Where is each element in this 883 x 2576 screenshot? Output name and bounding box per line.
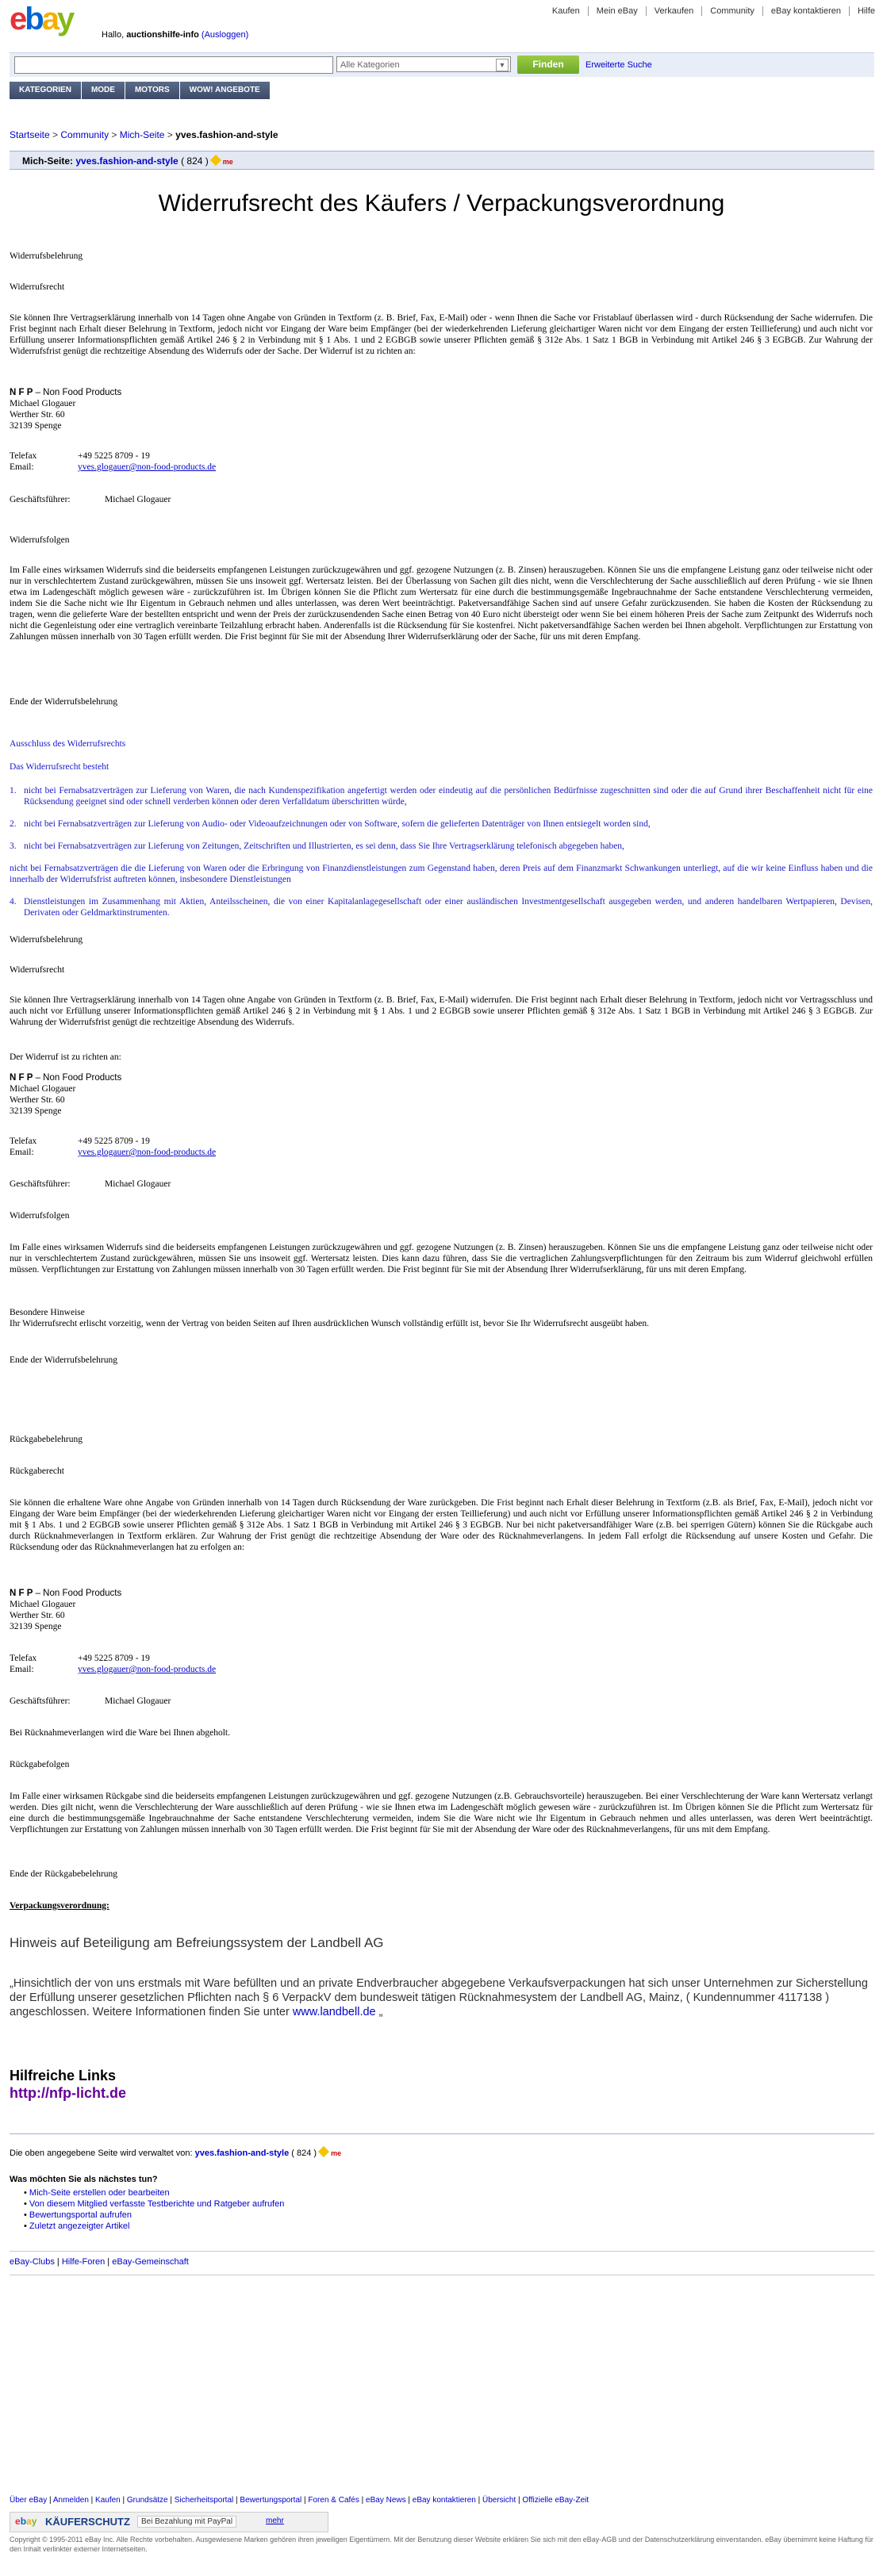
list-item: • Bewertungsportal aufrufen xyxy=(24,2210,132,2220)
list-item: • Von diesem Mitglied verfasste Testberichte und Ratgeber aufrufen xyxy=(24,2199,285,2209)
crumb-startseite[interactable]: Startseite xyxy=(10,129,50,140)
nfp-bold: N F P xyxy=(10,1589,33,1598)
footer-link[interactable]: Über eBay xyxy=(10,2496,48,2505)
paragraph-landbell xyxy=(10,1976,873,2019)
page-title: Widerrufsrecht des Käufers / Verpackungsverordnung xyxy=(158,190,725,217)
list-number: 4. xyxy=(10,897,17,907)
list-item xyxy=(10,896,873,918)
address-line-2: Werther Str. 60 xyxy=(10,410,65,420)
list-item: • Zuletzt angezeigter Artikel xyxy=(24,2221,130,2231)
gf-value: Michael Glogauer xyxy=(105,1696,171,1706)
email-row xyxy=(10,1147,873,1158)
star-icon xyxy=(210,155,221,166)
cat-motors[interactable]: MOTORS xyxy=(125,82,180,99)
list-item: • Mich-Seite erstellen oder bearbeiten xyxy=(24,2188,170,2198)
managed-by xyxy=(10,2148,341,2158)
footer-link[interactable]: Offizielle eBay-Zeit xyxy=(522,2496,589,2505)
footer-link[interactable]: Grundsätze xyxy=(126,2496,168,2505)
category-select[interactable] xyxy=(336,56,511,72)
heading-hilfreiche-links: Hilfreiche Links xyxy=(10,2068,117,2083)
crumb-current: yves.fashion-and-style xyxy=(175,129,278,140)
managed-user-link[interactable]: yves.fashion-and-style xyxy=(194,2149,290,2158)
nfp-rest: – Non Food Products xyxy=(33,1073,122,1083)
telefax-value: +49 5225 8709 - 19 xyxy=(78,1654,150,1663)
heading-rueckgaberecht: Rückgaberecht xyxy=(10,1466,64,1476)
footer-link[interactable]: eBay kontaktieren xyxy=(412,2496,476,2505)
telefax-row xyxy=(10,1136,873,1147)
next-title: Was möchten Sie als nächstes tun? xyxy=(10,2175,158,2184)
email-row xyxy=(10,462,873,473)
kauf-brand: KÄUFERSCHUTZ xyxy=(45,2516,130,2528)
telefax-label: Telefax xyxy=(10,451,37,461)
landbell-end: „ xyxy=(375,2006,383,2018)
address-line-3: 32139 Spenge xyxy=(10,421,62,431)
managed-count[interactable]: ( 824 ) xyxy=(291,2149,317,2158)
footer-link[interactable]: Anmelden xyxy=(52,2496,89,2505)
gf-label: Geschäftsführer: xyxy=(10,1696,71,1706)
chevron-down-icon: ▼ xyxy=(496,59,509,71)
feedback-count[interactable]: ( 824 ) xyxy=(181,155,209,167)
address-line-3: 32139 Spenge xyxy=(10,1622,62,1631)
hinweis-landbell: Hinweis auf Beteiligung am Befreiungssystem der Landbell AG xyxy=(10,1935,384,1950)
gf-row xyxy=(10,1179,873,1190)
list-text: nicht bei Fernabsatzverträgen zur Lieferung von Waren, die nach Kundenspezifikation angefertigt werden oder eindeutig auf die persönlichen Bedürfnisse zugeschnitten sind oder die auf Grund ihrer Beschaffenheit nicht für eine Rücksendung geeignet sind oder schnell verderben können oder deren Verfalldatum überschritten würde, xyxy=(24,786,873,807)
telefax-row xyxy=(10,1653,873,1664)
heading-rueckgabebelehrung: Rückgabebelehrung xyxy=(10,1435,83,1444)
me-badge: me xyxy=(331,2149,342,2157)
kaeuferschutz-banner[interactable] xyxy=(10,2512,328,2532)
telefax-label: Telefax xyxy=(10,1654,37,1663)
ebay-logo[interactable]: ebay xyxy=(10,2,73,36)
next-item-link[interactable]: Zuletzt angezeigter Artikel xyxy=(29,2221,130,2231)
cat-mode[interactable]: MODE xyxy=(82,82,125,99)
clubs-links: eBay-Clubs | Hilfe-Foren | eBay-Gemeinschaft xyxy=(10,2257,189,2267)
telefax-value: +49 5225 8709 - 19 xyxy=(78,451,150,461)
category-bar xyxy=(10,82,271,99)
nav-kaufen[interactable]: Kaufen xyxy=(551,6,580,16)
company-name-2 xyxy=(10,1072,873,1083)
list-number: 3. xyxy=(10,841,17,851)
nfp-rest: – Non Food Products xyxy=(33,1589,122,1598)
hilfreiche-link[interactable]: http://nfp-licht.de xyxy=(10,2085,126,2101)
breadcrumb: Startseite > Community > Mich-Seite > yves.fashion-and-style xyxy=(10,129,278,140)
richten-an: Der Widerruf ist zu richten an: xyxy=(10,1052,121,1062)
search-input[interactable] xyxy=(14,56,333,74)
heading-widerrufsfolgen: Widerrufsfolgen xyxy=(10,535,70,545)
list-number: 2. xyxy=(10,819,17,829)
mich-user-link[interactable]: yves.fashion-and-style xyxy=(75,155,179,167)
company-name-3 xyxy=(10,1588,873,1599)
footer-link[interactable]: Übersicht xyxy=(482,2496,516,2505)
search-bar xyxy=(10,52,874,77)
email-link[interactable]: yves.glogauer@non-food-products.de xyxy=(78,462,217,472)
heading-widerrufsrecht-2: Widerrufsrecht xyxy=(10,965,65,975)
top-nav xyxy=(544,0,883,22)
telefax-label: Telefax xyxy=(10,1137,37,1146)
gf-value: Michael Glogauer xyxy=(105,1179,171,1189)
crumb-community[interactable]: Community xyxy=(60,129,109,140)
greeting-user: auctionshilfe-info xyxy=(126,30,199,40)
heading-rueckgabefolgen: Rückgabefolgen xyxy=(10,1760,70,1769)
list-item-continued: nicht bei Fernabsatzverträgen die die Lieferung von Waren oder die Erbringung von Finanzdienstleistungen zum Gegenstand haben, deren Preis auf dem Finanzmarkt Schwankungen unterliegt, auf die wir keine Einfluss haben und die innerhalb der Widerrufsfrist auftreten können, insbesondere Dienstleistungen xyxy=(10,864,873,884)
heading-ausschluss: Ausschluss des Widerrufsrechts xyxy=(10,739,126,749)
mich-label: Mich-Seite: xyxy=(22,155,76,167)
me-badge: me xyxy=(222,158,233,166)
copyright: Copyright © 1995-2011 eBay Inc. Alle Rechte vorbehalten. Ausgewiesene Marken gehören ihren jeweiligen Eigentümern. Mit der Benutzung dieser Website erklären Sie sich mit den eBay-AGB und der Datenschutzerklärung einverstanden. eBay übernimmt keine Haftung für den Inhalt verlinkter externer Internetseiten. xyxy=(10,2536,873,2553)
heading-widerrufsfolgen-2: Widerrufsfolgen xyxy=(10,1211,70,1221)
footer-link[interactable]: Sicherheitsportal xyxy=(174,2496,234,2505)
cat-kategorien[interactable]: KATEGORIEN xyxy=(10,82,82,99)
address-line-1: Michael Glogauer xyxy=(10,1600,76,1609)
next-list xyxy=(24,2187,284,2232)
kauf-paypal: Bei Bezahlung mit PayPal xyxy=(137,2516,236,2528)
end-widerrufsbelehrung-2: Ende der Widerrufsbelehrung xyxy=(10,1355,117,1365)
email-row xyxy=(10,1664,873,1675)
paragraph-rueckgaberecht: Sie können die erhaltene Ware ohne Angabe von Gründen innerhalb von 14 Tagen durch Rücksendung der Ware zurückgeben. Die Frist beginnt nach Erhalt dieser Belehrung in Textform (z.B. als Brief, Fax, E-Mail), jedoch nicht vor Eingang der Ware beim Empfänger (bei der wiederkehrenden Lieferung gleichartiger Waren nicht vor Eingang der ersten Teillieferung) und auch nicht vor Erfüllung unserer Informationspflichten gemäß Artikel 246 § 2 in Verbindung mit § 1 Abs. 1 und 2 EGBGB sowie unserer Pflichten gemäß § 312e Abs. 1 Satz 1 BGB in Verbindung mit Artikel 246 § 3 EGBGB. Nur bei nicht paketversandfähiger Ware (z.B. bei sperrigen Gütern) können Sie die Rückgabe auch durch Rücknahmeverlangen in Textform erklären. Zur Wahrung der Frist genügt die rechtzeitige Absendung der Ware oder des Rücknahmeverlangens. In jedem Fall erfolgt die Rücksendung auf unsere Kosten und Gefahr. Die Rücksendung oder das Rücknahmeverlangen hat zu erfolgen an: xyxy=(10,1498,873,1552)
gf-label: Geschäftsführer: xyxy=(10,1179,71,1189)
telefax-row xyxy=(10,450,873,462)
kauf-logo-icon: ebay xyxy=(15,2516,37,2527)
greeting-prefix: Hallo, xyxy=(102,30,127,40)
list-item xyxy=(10,841,873,852)
email-link[interactable]: yves.glogauer@non-food-products.de xyxy=(78,1665,217,1674)
nav-hilfe[interactable]: Hilfe xyxy=(849,6,883,16)
paragraph-widerrufsrecht: Sie können Ihre Vertragserklärung innerhalb von 14 Tagen ohne Angabe von Gründen in Textform (z. B. Brief, Fax, E-Mail) oder - wenn Ihnen die Sache vor Fristablauf überlassen wird - durch Rücksendung der Sache widerrufen. Die Frist beginnt nach Erhalt dieser Belehrung in Textform, jedoch nicht vor Eingang der Ware beim Empfänger (bei der wiederkehrenden Lieferung gleichartiger Waren nicht vor dem Eingang der ersten Teillieferung) und auch nicht vor Erfüllung unserer Informationspflichten gemäß Artikel 246 § 2 in Verbindung mit § 1 Abs. 1 und 2 EGBGB sowie unserer Pflichten gemäß § 312e Abs. 1 Satz 1 BGB in Verbindung mit Artikel 246 § 3 EGBGB. Zur Wahrung der Widerrufsfrist genügt die rechtzeitige Absendung des Widerrufs oder der Sache. Der Widerruf ist zu richten an: xyxy=(10,313,873,356)
footer-link[interactable]: Bewertungsportal xyxy=(240,2496,302,2505)
heading-besondere-hinweise: Besondere Hinweise xyxy=(10,1308,85,1317)
footer-link[interactable]: eBay News xyxy=(366,2496,406,2505)
address-line-1: Michael Glogauer xyxy=(10,399,76,408)
list-item xyxy=(10,785,873,807)
nav-mein-ebay[interactable]: Mein eBay xyxy=(588,6,646,16)
divider xyxy=(10,2251,874,2252)
nfp-bold: N F P xyxy=(10,388,33,397)
end-rueckgabebelehrung: Ende der Rückgabebelehrung xyxy=(10,1869,118,1879)
heading-widerrufsbelehrung-2: Widerrufsbelehrung xyxy=(10,935,83,945)
mich-seite-bar xyxy=(10,151,874,170)
club-link[interactable]: Hilfe-Foren xyxy=(61,2257,106,2267)
email-link[interactable]: yves.glogauer@non-food-products.de xyxy=(78,1148,217,1157)
paragraph-widerrufsfolgen-2: Im Falle eines wirksamen Widerrufs sind die beiderseits empfangenen Leistungen zurückzugewähren und ggf. gezogene Nutzungen (z. B. Zinsen) herauszugeben. Können Sie uns die empfangene Leistung ganz oder teilweise nicht oder nur in verschlechtertem Zustand zurückgewähren, müssen Sie uns insoweit ggf. Wertersatz leisten. Dies kann dazu führen, dass Sie die vertraglichen Zahlungsverpflichtungen für den Zeitraum bis zum Widerruf gleichwohl erfüllen müssen. Verpflichtungen zur Erstattung von Zahlungen müssen innerhalb von 30 Tagen erfüllt werden. Die Frist beginnt für Sie mit der Absendung Ihrer Widerrufserklärung, für uns mit deren Empfang. xyxy=(10,1243,873,1275)
landbell-text: „Hinsichtlich der von uns erstmals mit Ware befüllten und an private Endverbraucher abgegebene Verkaufsverpackungen hat sich unser Unternehmen zur Sicherstellung der Erfüllung unserer gesetzlichen Pflichten nach § 6 VerpackV dem bundesweit tätigen Rücknahmesystem der Landbell AG, Mainz, ( Kundennummer 4117138 ) angeschlossen. Weitere Informationen finden Sie unter xyxy=(10,1977,868,2018)
managed-prefix: Die oben angegebene Seite wird verwaltet von: xyxy=(10,2149,195,2158)
list-text: nicht bei Fernabsatzverträgen zur Lieferung von Zeitungen, Zeitschriften und Illustrierten, es sei denn, dass Sie Ihre Vertragserklärung telefonisch abgegeben haben, xyxy=(24,841,624,851)
email-label: Email: xyxy=(10,1148,34,1157)
club-link[interactable]: eBay-Clubs xyxy=(10,2257,55,2267)
nav-community[interactable]: Community xyxy=(701,6,762,16)
category-select-value: Alle Kategorien xyxy=(340,60,400,70)
nav-verkaufen[interactable]: Verkaufen xyxy=(646,6,702,16)
heading-widerrufsbelehrung: Widerrufsbelehrung xyxy=(10,251,83,261)
list-item xyxy=(10,818,873,830)
advanced-search-link[interactable]: Erweiterte Suche xyxy=(585,60,652,70)
address-line-2: Werther Str. 60 xyxy=(10,1611,65,1620)
address-line-3: 32139 Spenge xyxy=(10,1106,62,1116)
gf-row xyxy=(10,1696,873,1707)
end-widerrufsbelehrung: Ende der Widerrufsbelehrung xyxy=(10,697,117,707)
heading-verpackungsverordnung: Verpackungsverordnung: xyxy=(10,1901,109,1911)
nfp-bold: N F P xyxy=(10,1073,33,1083)
list-number: 1. xyxy=(10,786,17,795)
paragraph-widerrufsrecht-2: Sie können Ihre Vertragserklärung innerhalb von 14 Tagen ohne Angabe von Gründen in Textform (z. B. Brief, Fax, E-Mail) widerrufen. Die Frist beginnt nach Erhalt dieser Belehrung in Textform, jedoch nicht vor Vertragsschluss und auch nicht vor Erfüllung unserer Informationspflichten gemäß Artikel 246 § 2 in Verbindung mit § 1 Abs. 1 und 2 EGBGB sowie unserer Pflichten gemäß § 312e Abs. 1 Satz 1 BGB in Verbindung mit Artikel 246 § 3 EGBGB. Zur Wahrung der Widerrufsfrist genügt die rechtzeitige Absendung des Widerrufs. xyxy=(10,995,873,1027)
next-item-link[interactable]: Mich-Seite erstellen oder bearbeiten xyxy=(29,2188,170,2198)
heading-widerrufsrecht: Widerrufsrecht xyxy=(10,282,65,292)
landbell-link[interactable]: www.landbell.de xyxy=(292,2006,376,2018)
star-icon xyxy=(318,2146,329,2157)
kauf-more-link[interactable]: mehr xyxy=(266,2517,284,2525)
next-item-link[interactable]: Bewertungsportal aufrufen xyxy=(29,2210,132,2220)
telefax-value: +49 5225 8709 - 19 xyxy=(78,1137,150,1146)
email-label: Email: xyxy=(10,1665,34,1674)
paragraph-widerrufsfolgen: Im Falle eines wirksamen Widerrufs sind die beiderseits empfangenen Leistungen zurückzugewähren und ggf. gezogene Nutzungen (z. B. Zinsen) herauszugeben. Können Sie uns die empfangene Leistung ganz oder teilweise nicht oder nur in verschlechtertem Zustand zurückgewähren, müssen Sie uns insoweit ggf. Wertersatz leisten. Bei der Überlassung von Sachen gilt dies nicht, wenn die Verschlechterung der Sache ausschließlich auf deren Prüfung - wie sie Ihnen etwa im Ladengeschäft möglich gewesen wäre - zurückzuführen ist. Im Übrigen können Sie die Pflicht zum Wertersatz für eine durch die bestimmungsgemäße Ingebrauchnahme der Sache entstandene Verschlechterung vermeiden, indem Sie die Sache nicht wie Ihr Eigentum in Gebrauch nehmen und alles unterlassen, was deren Wert beeinträchtigt. Paketversandfähige Sachen sind auf unsere Gefahr zurückzusenden. Sie haben die Kosten der Rücksendung zu tragen, wenn die gelieferte Ware der bestellten entspricht und wenn der Preis der zurückzusendenden Sache einen Betrag von 40 Euro nicht übersteigt oder wenn Sie bei einem höheren Preis der Sache zum Zeitpunkt des Widerrufs noch nicht die Gegenleistung oder eine vertraglich vereinbarte Teilzahlung erbracht haben. Anderenfalls ist die Rücksendung für Sie kostenfrei. Nicht paketversandfähige Sachen werden bei Ihnen abgeholt. Verpflichtungen zur Erstattung von Zahlungen müssen innerhalb von 30 Tagen erfüllt werden. Die Frist beginnt für Sie mit der Absendung Ihrer Widerrufserklärung oder der Sache, für uns mit deren Empfang. xyxy=(10,565,873,642)
greeting xyxy=(102,30,248,40)
search-button[interactable]: Finden xyxy=(517,56,579,74)
nfp-rest: – Non Food Products xyxy=(33,388,122,397)
list-text: nicht bei Fernabsatzverträgen zur Lieferung von Audio- oder Videoaufzeichnungen oder von Software, sofern die gelieferten Datenträger von Ihnen entsiegelt worden sind, xyxy=(24,819,651,829)
nav-kontakt[interactable]: eBay kontaktieren xyxy=(762,6,849,16)
list-text: Dienstleistungen im Zusammenhang mit Aktien, Anteilsscheinen, die von einer Kapitalanlagegesellschaft oder einer ausländischen Investmentgesellschaft ausgegeben werden, und anderen handelbaren Wertpapieren, Devisen, Derivaten oder Geldmarktinstrumenten. xyxy=(24,897,873,918)
footer-links: Über eBay | Anmelden | Kaufen | Grundsätze | Sicherheitsportal | Bewertungsportal | Foren & Cafés | eBay News | eBay kontaktieren | Übersicht | Offizielle eBay-Zeit xyxy=(10,2496,589,2505)
logout-link[interactable]: (Ausloggen) xyxy=(201,30,249,40)
heading-besteht: Das Widerrufsrecht besteht xyxy=(10,762,109,772)
gf-row xyxy=(10,494,873,505)
company-name xyxy=(10,387,873,398)
gf-value: Michael Glogauer xyxy=(105,495,171,504)
footer-link[interactable]: Foren & Cafés xyxy=(308,2496,359,2505)
crumb-mich-seite[interactable]: Mich-Seite xyxy=(119,129,165,140)
paragraph-rueckgabefolgen: Im Falle einer wirksamen Rückgabe sind die beiderseits empfangenen Leistungen zurückzugewähren und ggf. gezogene Nutzungen (z.B. Gebrauchsvorteile) herauszugeben. Bei einer Verschlechterung der Ware kann Wertersatz verlangt werden. Dies gilt nicht, wenn die Verschlechterung der Ware ausschließlich auf deren Prüfung - wie sie Ihnen etwa im Ladengeschäft möglich gewesen wäre - zurückzuführen ist. Im Übrigen können Sie die Pflicht zum Wertersatz für eine durch die bestimmungsgemäße Ingebrauchnahme der Sache entstandene Verschlechterung vermeiden, indem Sie die Ware nicht wie Ihr Eigentum in Gebrauch nehmen und alles unterlassen, was deren Wert beeinträchtigt. Verpflichtungen zur Erstattung von Zahlungen müssen innerhalb von 30 Tagen erfüllt werden. Die Frist beginnt für Sie mit der Absendung der Ware oder des Rücknahmeverlangens, für uns mit dem Empfang. xyxy=(10,1792,873,1834)
address-line-1: Michael Glogauer xyxy=(10,1084,76,1094)
paragraph-abgeholt: Bei Rücknahmeverlangen wird die Ware bei Ihnen abgeholt. xyxy=(10,1728,230,1738)
email-label: Email: xyxy=(10,462,34,472)
cat-wow[interactable]: WOW! ANGEBOTE xyxy=(180,82,271,99)
paragraph-besondere-hinweise: Ihr Widerrufsrecht erlischt vorzeitig, wenn der Vertrag von beiden Seiten auf Ihren ausdrücklichen Wunsch vollständig erfüllt ist, bevor Sie Ihr Widerrufsrecht ausgeübt haben. xyxy=(10,1319,650,1328)
gf-label: Geschäftsführer: xyxy=(10,495,71,504)
next-item-link[interactable]: Von diesem Mitglied verfasste Testberichte und Ratgeber aufrufen xyxy=(29,2199,285,2209)
address-line-2: Werther Str. 60 xyxy=(10,1095,65,1105)
club-link[interactable]: eBay-Gemeinschaft xyxy=(112,2257,189,2267)
divider xyxy=(10,2133,874,2134)
footer-link[interactable]: Kaufen xyxy=(95,2496,121,2505)
